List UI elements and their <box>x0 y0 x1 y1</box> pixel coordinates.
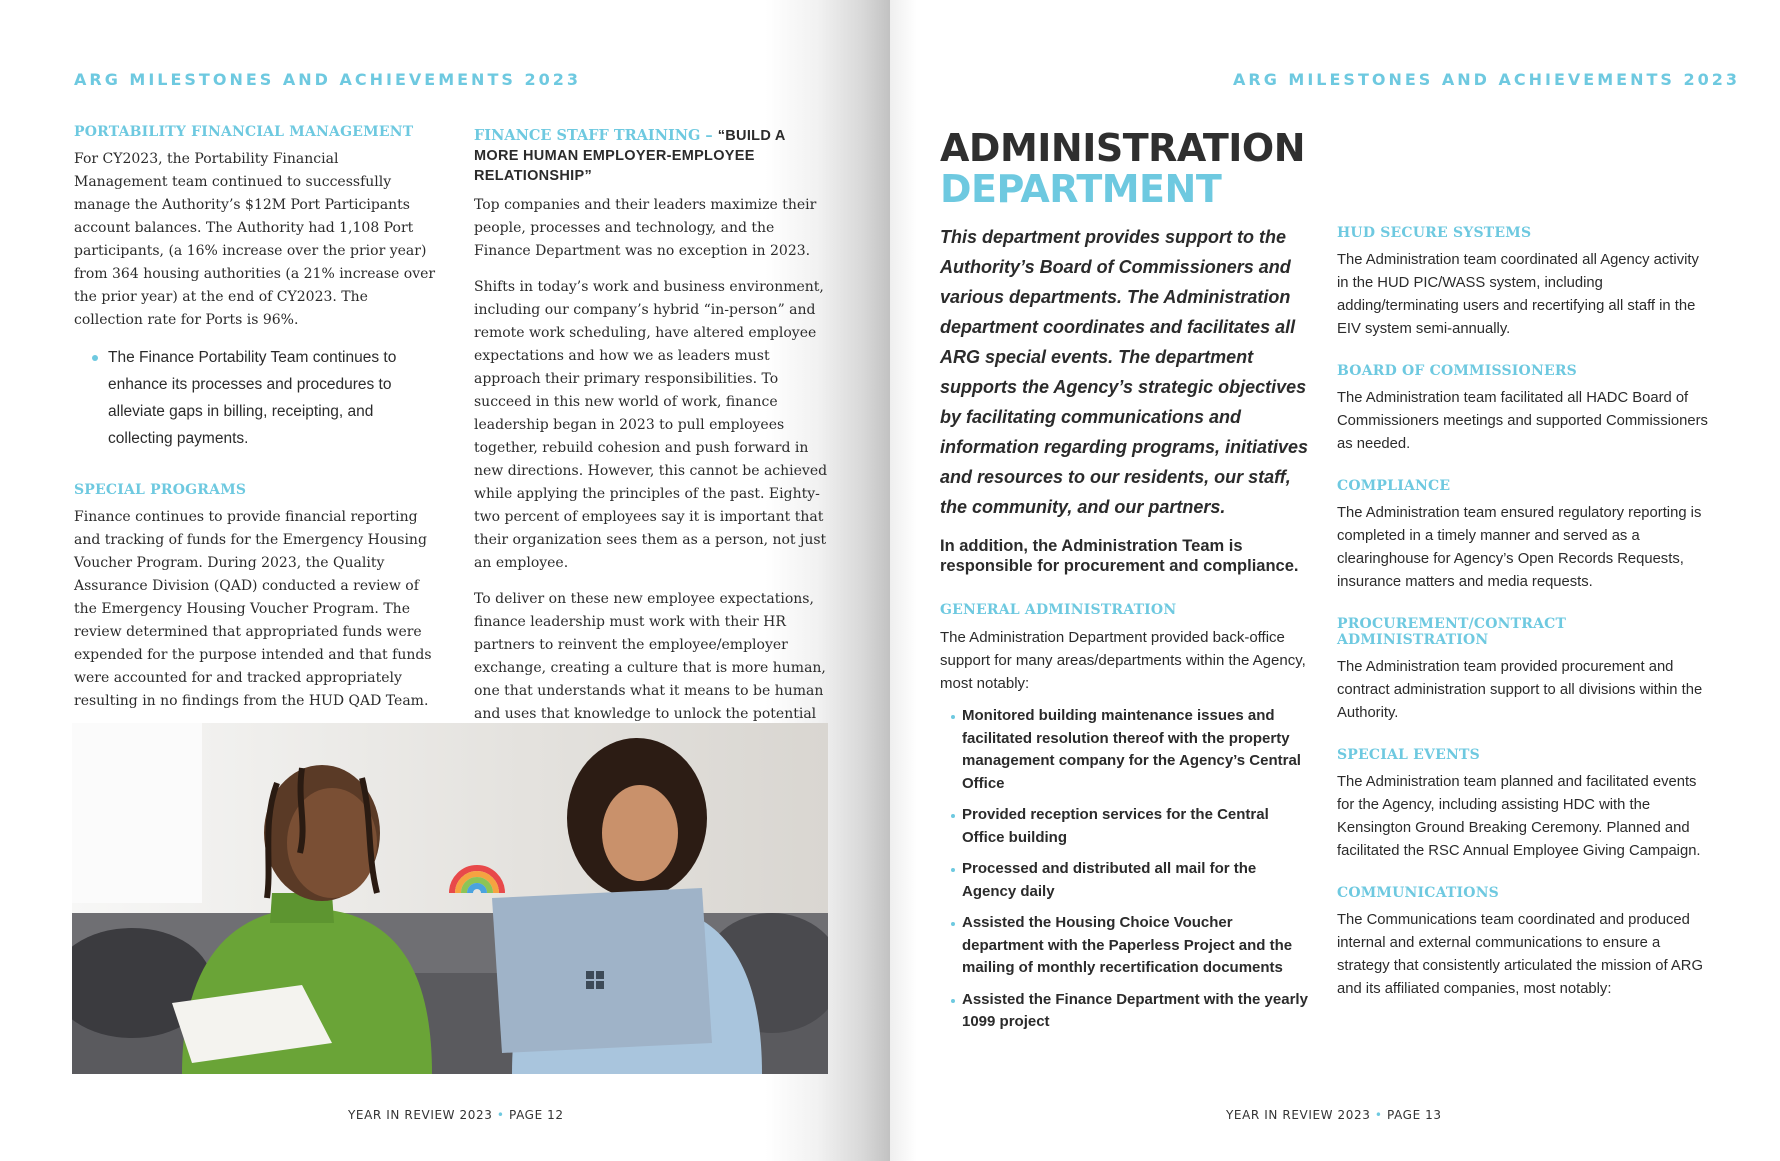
left-column-2 <box>474 126 830 785</box>
footer-page-number: PAGE 12 <box>509 1108 564 1122</box>
footer-page-number: PAGE 13 <box>1387 1108 1442 1122</box>
list-item <box>962 989 1310 1034</box>
bullet-icon <box>951 715 955 719</box>
section-body: The Administration team ensured regulatory reporting is completed in a timely manner and served as a clearinghouse for Agency’s Open Records Requests, insurance matters and media requests. <box>1337 505 1702 590</box>
right-column-2 <box>1337 225 1712 1023</box>
photo-illustration <box>72 723 828 1074</box>
bullet-icon <box>92 355 98 361</box>
title-line-2: DEPARTMENT <box>940 167 1222 211</box>
bullet-text: Processed and distributed all mail for the Agency daily <box>962 860 1257 900</box>
footer-separator: • <box>496 1108 505 1122</box>
portability-body: For CY2023, the Portability Financial Management team continued to successfully manage the Authority’s $12M Port Participants account balances. The Authority had 1,108 Port participants, (a 16% increase over the prior year) from 364 housing authorities (a 21% increase over the prior year) at the end of CY2023. The collection rate for Ports is 96%. <box>74 151 436 328</box>
section-title: COMMUNICATIONS <box>1337 885 1499 901</box>
bullet-text: Provided reception services for the Central Office building <box>962 806 1269 846</box>
general-admin-body: The Administration Department provided back-office support for many areas/departments within the Agency, most notably: <box>940 629 1306 692</box>
list-item <box>962 705 1310 795</box>
section-title: HUD SECURE SYSTEMS <box>1337 225 1532 241</box>
finance-training-paragraph: Shifts in today’s work and business environment, including our company’s hybrid “in-person” and remote work scheduling, have altered employee expectations and how we as leaders must approach their primary responsibilities. To succeed in this new world of work, finance leadership began in 2023 to pull employees together, rebuild cohesion and push forward in new directions. However, this cannot be achieved while applying the principles of the past. Eighty-two percent of employees say it is important that their organization sees them as a person, not just an employee. <box>474 279 828 571</box>
left-column-1 <box>74 124 436 713</box>
section-hud-secure-systems <box>1337 225 1712 341</box>
footer-label: YEAR IN REVIEW 2023 <box>348 1108 493 1122</box>
bullet-text: The Finance Portability Team continues to enhance its processes and procedures to alleviate gaps in billing, receipting, and collecting payments. <box>108 349 397 447</box>
section-special-events <box>1337 747 1712 863</box>
photo-two-women-laptop <box>72 723 828 1074</box>
intro-bold: In addition, the Administration Team is responsible for procurement and compliance. <box>940 537 1299 575</box>
section-compliance <box>1337 478 1712 594</box>
section-title: SPECIAL EVENTS <box>1337 747 1480 763</box>
finance-training-paragraph: To deliver on these new employee expectations, finance leadership must work with their HR partners to reinvent the employee/employer exchange, creating a culture that is more human, one that understands what it means to be human and uses that knowledge to unlock the potential <box>474 591 826 722</box>
finance-training-title-dark: “BUILD A MORE HUMAN EMPLOYER-EMPLOYEE RELATIONSHIP” <box>474 128 786 184</box>
title-line-1: ADMINISTRATION <box>940 126 1306 170</box>
special-programs-title: SPECIAL PROGRAMS <box>74 482 247 498</box>
bullet-icon <box>951 868 955 872</box>
bullet-text: Assisted the Housing Choice Voucher department with the Paperless Project and the mailing of monthly recertification documents <box>962 914 1293 976</box>
section-title: COMPLIANCE <box>1337 478 1451 494</box>
general-admin-bullets <box>940 705 1310 1034</box>
portability-bullets <box>74 344 436 452</box>
section-body: The Administration team facilitated all HADC Board of Commissioners meetings and supported Commissioners as needed. <box>1337 390 1708 452</box>
general-admin-title: GENERAL ADMINISTRATION <box>940 602 1177 618</box>
page-footer-right <box>1226 1108 1442 1122</box>
finance-training-paragraph: Top companies and their leaders maximize their people, processes and technology, and the Finance Department was no exception in 2023. <box>474 197 817 259</box>
running-head-right: ARG MILESTONES AND ACHIEVEMENTS 2023 <box>1233 70 1740 89</box>
section-body: The Communications team coordinated and produced internal and external communications to ensure a strategy that consistently articulated the mission of ARG and its affiliated companies, most notably: <box>1337 912 1703 997</box>
footer-label: YEAR IN REVIEW 2023 <box>1226 1108 1371 1122</box>
page-title <box>940 128 1310 210</box>
section-communications <box>1337 885 1712 1001</box>
page-13 <box>890 0 1780 1161</box>
list-item <box>962 912 1310 980</box>
section-body: The Administration team coordinated all Agency activity in the HUD PIC/WASS system, including adding/terminating users and recertifying all staff in the EIV system semi-annually. <box>1337 252 1699 337</box>
bullet-icon <box>951 922 955 926</box>
finance-training-title-blue: FINANCE STAFF TRAINING – <box>474 127 718 144</box>
list-item <box>962 804 1310 849</box>
right-column-1 <box>940 128 1310 1043</box>
running-head-left: ARG MILESTONES AND ACHIEVEMENTS 2023 <box>74 70 581 89</box>
special-programs-section <box>74 482 436 713</box>
footer-separator: • <box>1374 1108 1383 1122</box>
bullet-icon <box>951 814 955 818</box>
bullet-text: Assisted the Finance Department with the yearly 1099 project <box>962 990 1308 1030</box>
bullet-text: Monitored building maintenance issues and facilitated resolution thereof with the property management company for the Agency’s Central Office <box>962 707 1301 792</box>
section-procurement <box>1337 616 1712 725</box>
intro-italic: This department provides support to the Authority’s Board of Commissioners and various departments. The Administration department coordinates and facilitates all ARG special events. The department supports the Agency’s strategic objectives by facilitating communications and information regarding programs, initiatives and resources to our residents, our staff, the community, and our partners. <box>940 227 1309 517</box>
section-body: The Administration team planned and facilitated events for the Agency, including assisting HDC with the Kensington Ground Breaking Ceremony. Planned and facilitated the RSC Annual Employee Giving Campaign. <box>1337 774 1701 859</box>
portability-title: PORTABILITY FINANCIAL MANAGEMENT <box>74 124 414 140</box>
section-board-of-commissioners <box>1337 363 1712 456</box>
section-title: BOARD OF COMMISSIONERS <box>1337 363 1577 379</box>
list-item <box>108 344 436 452</box>
list-item <box>962 858 1310 903</box>
finance-training-title <box>474 126 830 186</box>
section-body: The Administration team provided procurement and contract administration support to all divisions within the Authority. <box>1337 659 1703 721</box>
section-title: PROCUREMENT/CONTRACT ADMINISTRATION <box>1337 616 1567 648</box>
special-programs-body: Finance continues to provide financial reporting and tracking of funds for the Emergency Housing Voucher Program. During 2023, the Quality Assurance Division (QAD) conducted a review of the Emergency Housing Voucher Program. The review determined that appropriated funds were expended for the purpose intended and that funds were accounted for and tracked appropriately resulting in no findings from the HUD QAD Team. <box>74 509 432 709</box>
bullet-icon <box>951 999 955 1003</box>
page-footer-left <box>348 1108 564 1122</box>
